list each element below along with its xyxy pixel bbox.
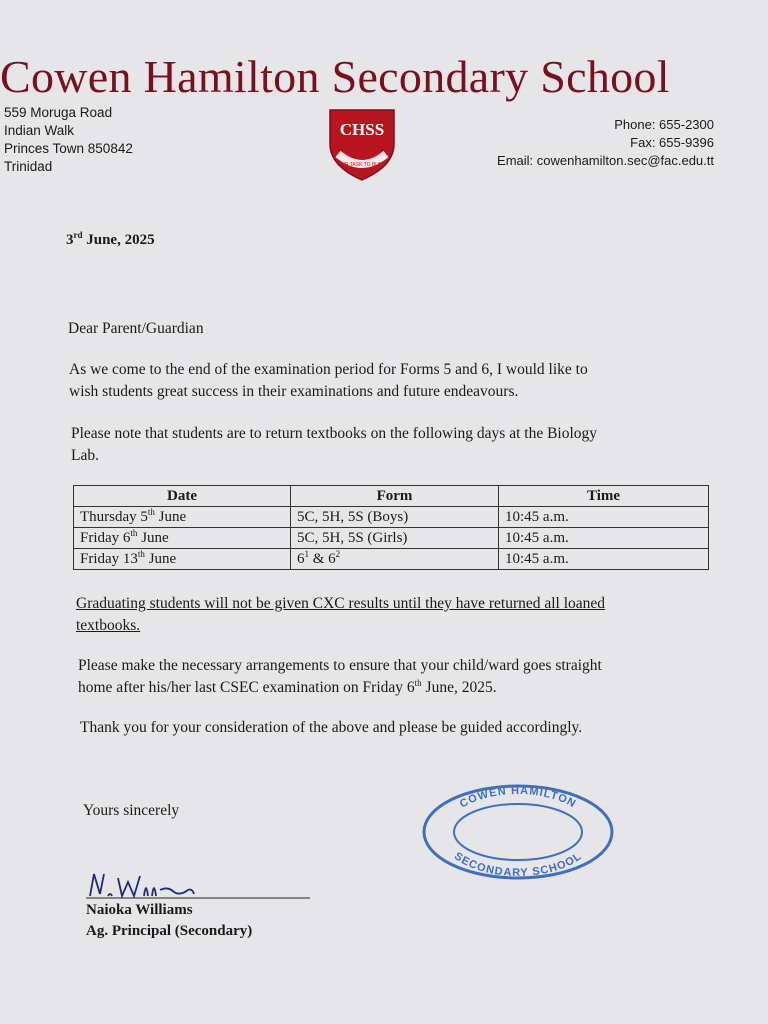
header-date: Date (74, 486, 291, 507)
stamp-top-text: COWEN HAMILTON (457, 784, 579, 811)
paragraph-4: Thank you for your consideration of the above and please be guided accordingly. (80, 719, 583, 736)
cell-time: 10:45 a.m. (499, 549, 709, 570)
letter-date: 3rd June, 2025 (66, 230, 155, 248)
stamp-bottom-text: SECONDARY SCHOOL (451, 850, 585, 880)
header-form: Form (291, 486, 499, 507)
fax: Fax: 655-9396 (630, 135, 714, 150)
address-line: Indian Walk (4, 123, 75, 138)
cell-time: 10:45 a.m. (499, 507, 709, 528)
crest-motto: OUR TASK TO BUILD (337, 162, 387, 168)
school-name: Cowen Hamilton Secondary School (0, 51, 670, 102)
signer-title: Ag. Principal (Secondary) (86, 923, 253, 939)
header-time: Time (499, 486, 709, 507)
table-row (74, 549, 709, 570)
table-header-row (74, 486, 709, 507)
return-schedule-table (73, 485, 709, 570)
closing: Yours sincerely (83, 802, 180, 819)
school-address (4, 104, 133, 176)
cell-date: Friday 13th June (74, 549, 291, 570)
signature (84, 868, 314, 900)
school-stamp (418, 780, 618, 880)
address-line: Princes Town 850842 (4, 141, 133, 156)
table-row (74, 507, 709, 528)
svg-text:COWEN HAMILTON (458, 785, 578, 811)
cell-form: 5C, 5H, 5S (Boys) (291, 507, 499, 528)
address-line: Trinidad (4, 159, 53, 174)
signer-name: Naioka Williams (86, 902, 193, 918)
paragraph-2: Please note that students are to return textbooks on the following days at the Biology Lab. (71, 425, 598, 464)
svg-text:SECONDARY SCHOOL (452, 850, 584, 879)
cell-time: 10:45 a.m. (499, 528, 709, 549)
school-crest-icon (326, 104, 398, 184)
results-notice: Graduating students will not be given CXC results until they have returned all loaned textbooks. (76, 595, 606, 634)
phone: Phone: 655-2300 (614, 117, 714, 132)
paragraph-1: As we come to the end of the examination period for Forms 5 and 6, I would like to wish students great success in their examinations and future endeavours. (69, 361, 588, 400)
signer-block (86, 900, 252, 942)
paragraph-3: Please make the necessary arrangements to ensure that your child/ward goes straight home after his/her last CSEC examination on Friday 6th June, 2025. (78, 657, 602, 696)
crest-letters: CHSS (339, 120, 385, 139)
salutation: Dear Parent/Guardian (68, 320, 204, 337)
address-line: 559 Moruga Road (4, 105, 113, 120)
cell-date: Thursday 5th June (74, 507, 291, 528)
cell-date: Friday 6th June (74, 528, 291, 549)
school-contact (497, 116, 714, 170)
cell-form: $6^1$ & $6^2$ (291, 549, 499, 570)
cell-form: 5C, 5H, 5S (Girls) (291, 528, 499, 549)
table-row (74, 528, 709, 549)
email: Email: cowenhamilton.sec@fac.edu.tt (497, 153, 714, 168)
